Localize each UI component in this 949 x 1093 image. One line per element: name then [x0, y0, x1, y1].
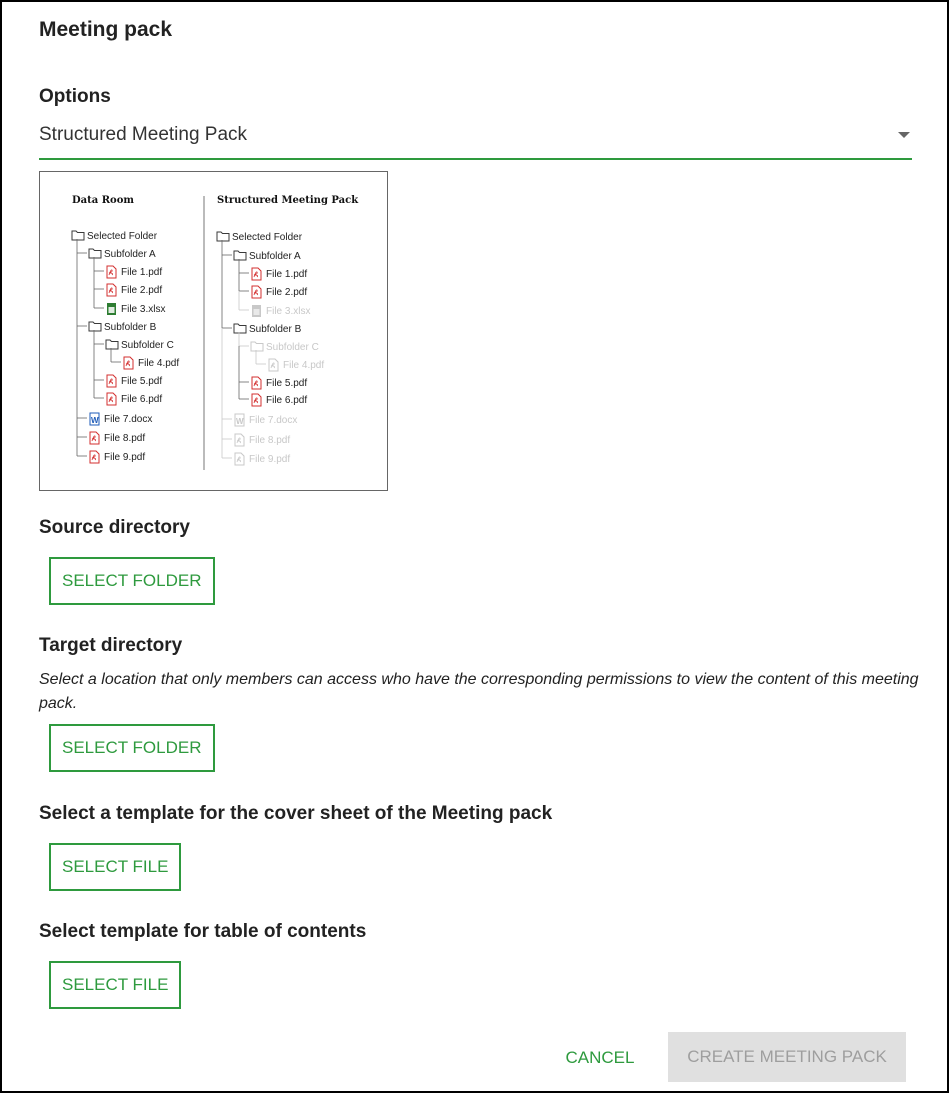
data-room-tree-item: File 2.pdf — [121, 285, 163, 296]
source-directory-label: Source directory — [39, 517, 190, 538]
target-directory-hint: Select a location that only members can access who have the corresponding permissions to view the content of this meeting pack. — [39, 671, 919, 712]
structured-tree-item: File 1.pdf — [266, 269, 308, 280]
cancel-button[interactable]: CANCEL — [550, 1034, 650, 1082]
folder-icon — [234, 324, 246, 333]
toc-template-label: Select template for table of contents — [39, 921, 367, 942]
pdf-glyph-icon — [109, 397, 113, 402]
excel-grid-icon — [109, 307, 115, 313]
data-room-tree-item: File 3.xlsx — [121, 304, 166, 315]
options-selected-value: Structured Meeting Pack — [39, 124, 248, 145]
data-room-tree-item: Selected Folder — [87, 231, 158, 242]
options-select[interactable] — [39, 120, 912, 160]
data-room-tree-item: File 8.pdf — [104, 433, 146, 444]
data-room-tree — [72, 231, 179, 463]
structured-tree-item: Selected Folder — [232, 232, 303, 243]
folder-icon — [234, 251, 246, 260]
cover-template-label: Select a template for the cover sheet of the Meeting pack — [39, 803, 553, 824]
data-room-tree-item: Subfolder A — [104, 249, 156, 260]
pdf-glyph-icon — [109, 379, 113, 384]
data-room-tree-item: File 6.pdf — [121, 394, 163, 405]
folder-icon — [106, 340, 118, 349]
toc-select-file-button[interactable]: SELECT FILE — [49, 961, 181, 1009]
folder-icon — [72, 231, 84, 240]
folder-icon — [89, 249, 101, 258]
pdf-glyph-icon — [271, 363, 275, 368]
word-glyph-icon: W — [236, 417, 244, 426]
create-meeting-pack-button[interactable]: CREATE MEETING PACK — [668, 1032, 906, 1082]
source-select-folder-button[interactable]: SELECT FOLDER — [49, 557, 215, 605]
data-room-tree-item: Subfolder B — [104, 322, 157, 333]
structured-tree-item: File 6.pdf — [266, 395, 308, 406]
folder-icon — [217, 232, 229, 241]
pdf-glyph-icon — [92, 436, 96, 441]
pdf-glyph-icon — [237, 457, 241, 462]
structure-preview — [39, 171, 388, 491]
dropdown-arrow-icon[interactable] — [898, 132, 910, 138]
structured-tree-item: File 4.pdf — [283, 360, 325, 371]
data-room-tree-item: Subfolder C — [121, 340, 174, 351]
structured-tree-item: File 5.pdf — [266, 378, 308, 389]
data-room-tree-item: File 9.pdf — [104, 452, 146, 463]
structured-tree-item: File 2.pdf — [266, 287, 308, 298]
structure-preview-diagram — [40, 172, 387, 490]
data-room-heading: Data Room — [72, 195, 134, 206]
data-room-tree-item: File 4.pdf — [138, 358, 180, 369]
pdf-glyph-icon — [126, 361, 130, 366]
target-select-folder-button[interactable]: SELECT FOLDER — [49, 724, 215, 772]
structured-tree-item: File 9.pdf — [249, 454, 291, 465]
pdf-glyph-icon — [254, 272, 258, 277]
excel-grid-icon — [254, 309, 260, 315]
folder-icon — [89, 322, 101, 331]
pdf-glyph-icon — [254, 381, 258, 386]
structured-tree-item: Subfolder B — [249, 324, 302, 335]
data-room-tree-item: File 5.pdf — [121, 376, 163, 387]
pdf-glyph-icon — [92, 455, 96, 460]
word-glyph-icon: W — [91, 416, 99, 425]
options-label: Options — [39, 86, 111, 107]
data-room-tree-item: File 7.docx — [104, 414, 153, 425]
data-room-tree-item: File 1.pdf — [121, 267, 163, 278]
pdf-glyph-icon — [109, 288, 113, 293]
target-directory-label: Target directory — [39, 635, 183, 656]
structured-tree — [217, 232, 324, 465]
structured-tree-item: File 7.docx — [249, 415, 298, 426]
structured-tree-item: File 8.pdf — [249, 435, 291, 446]
structured-heading: Structured Meeting Pack — [217, 195, 359, 206]
pdf-glyph-icon — [109, 270, 113, 275]
folder-icon — [251, 342, 263, 351]
pdf-glyph-icon — [237, 438, 241, 443]
structured-tree-item: Subfolder A — [249, 251, 301, 262]
pdf-glyph-icon — [254, 290, 258, 295]
structured-tree-item: File 3.xlsx — [266, 306, 311, 317]
cover-select-file-button[interactable]: SELECT FILE — [49, 843, 181, 891]
structured-tree-item: Subfolder C — [266, 342, 319, 353]
dialog-title: Meeting pack — [39, 18, 173, 41]
pdf-glyph-icon — [254, 398, 258, 403]
